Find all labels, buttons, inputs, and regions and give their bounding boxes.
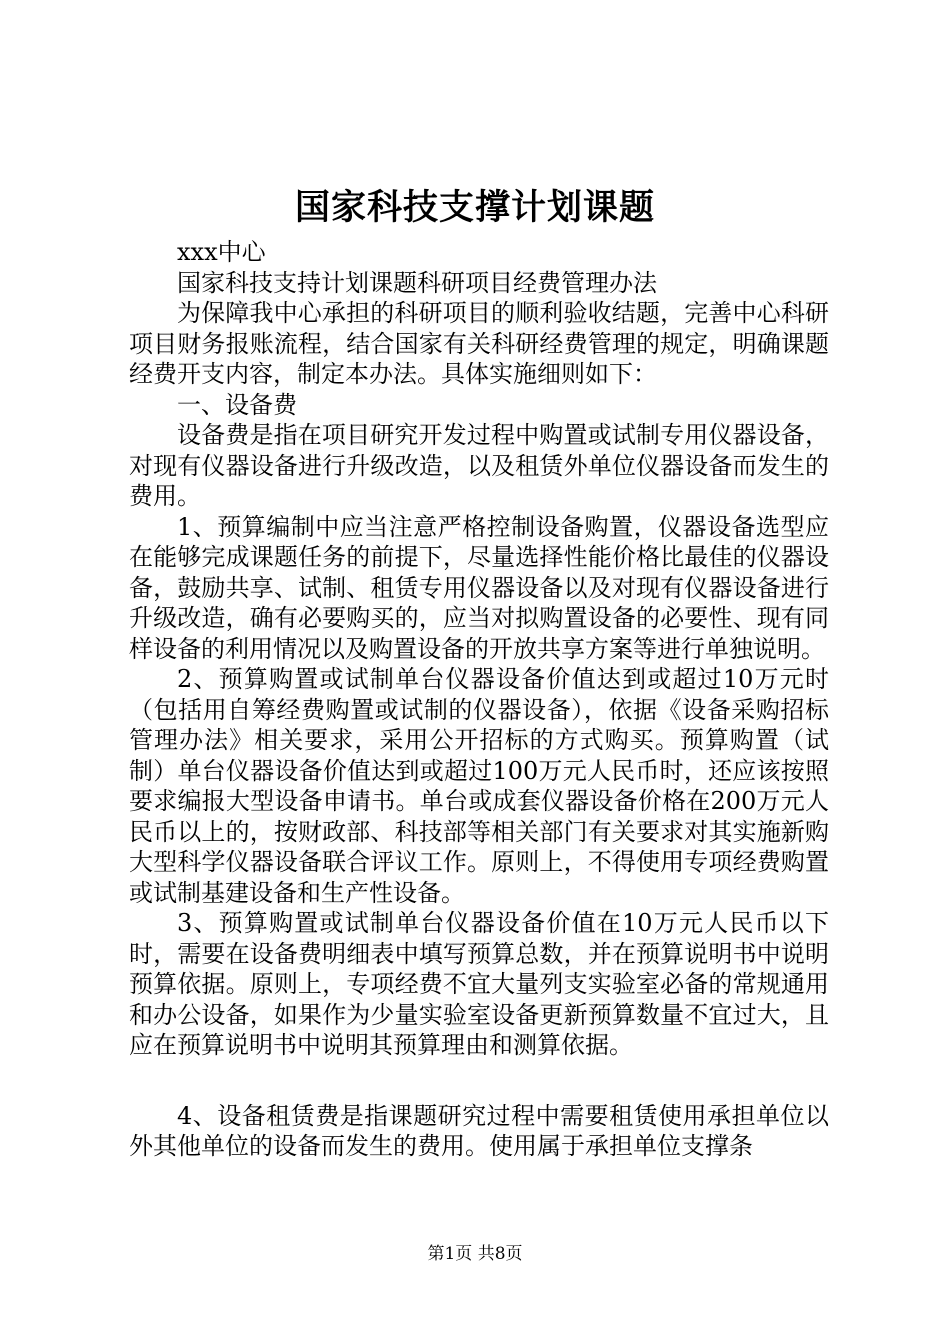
page-footer: 第1页 共8页 (427, 1244, 523, 1264)
doc-subtitle: 国家科技支持计划课题科研项目经费管理办法 (177, 268, 657, 297)
clause-4-paragraph: 4、设备租赁费是指课题研究过程中需要租赁使用承担单位以外其他单位的设备而发生的费用。使用属于承担单位支撑条 (129, 1101, 829, 1160)
section-heading-equipment: 一、设备费 (177, 390, 297, 419)
equipment-definition-paragraph: 设备费是指在项目研究开发过程中购置或试制专用仪器设备，对现有仪器设备进行升级改造，以及租赁外单位仪器设备而发生的费用。 (129, 421, 829, 510)
clause-1-paragraph: 1、预算编制中应当注意严格控制设备购置，仪器设备选型应在能够完成课题任务的前提下，尽量选择性能价格比最佳的仪器设备，鼓励共享、试制、租赁专用仪器设备以及对现有仪器设备进行升级改造，确有必要购买的，应当对拟购置设备的必要性、现有同样设备的利用情况以及购置设备的开放共享方案等进行单独说明。 (129, 512, 829, 663)
paragraph-gap (129, 1061, 829, 1101)
document-title: 国家科技支撑计划课题 (294, 187, 655, 228)
clause-2-paragraph: 2、预算购置或试制单台仪器设备价值达到或超过10万元时（包括用自筹经费购置或试制的仪器设备），依据《设备采购招标管理办法》相关要求，采用公开招标的方式购买。预算购置（试制）单台仪器设备价值达到或超过100万元人民币时，还应该按照要求编报大型设备申请书。单台或成套仪器设备价格在200万元人民币以上的，按财政部、科技部等相关部门有关要求对其实施新购大型科学仪器设备联合评议工作。原则上，不得使用专项经费购置或试制基建设备和生产性设备。 (129, 665, 829, 907)
document-body (129, 237, 829, 1162)
org-name: xxx中心 (177, 238, 266, 266)
intro-paragraph: 为保障我中心承担的科研项目的顺利验收结题，完善中心科研项目财务报账流程，结合国家有关科研经费管理的规定，明确课题经费开支内容，制定本办法。具体实施细则如下： (129, 299, 829, 388)
clause-3-paragraph: 3、预算购置或试制单台仪器设备价值在10万元人民币以下时，需要在设备费明细表中填写预算总数，并在预算说明书中说明预算依据。原则上，专项经费不宜大量列支实验室必备的常规通用和办公设备，如果作为少量实验室设备更新预算数量不宜过大，且应在预算说明书中说明其预算理由和测算依据。 (129, 909, 829, 1059)
